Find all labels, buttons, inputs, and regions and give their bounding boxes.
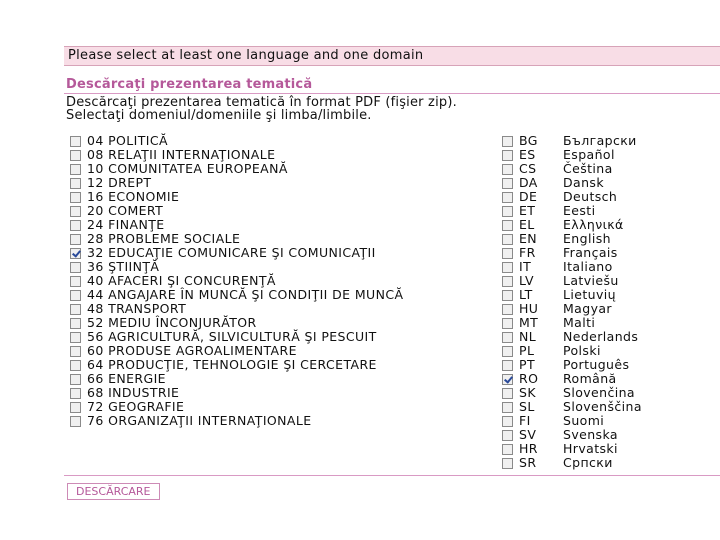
domain-checkbox[interactable] <box>70 164 81 175</box>
domain-option[interactable] <box>70 232 403 246</box>
language-checkbox[interactable] <box>502 430 513 441</box>
language-name: Lietuvių <box>563 287 616 302</box>
domain-option[interactable] <box>70 162 403 176</box>
language-checkbox[interactable] <box>502 360 513 371</box>
language-code: NL <box>519 329 537 344</box>
language-code: MT <box>519 315 539 330</box>
domain-checkbox[interactable] <box>70 234 81 245</box>
language-name: Latviešu <box>563 273 619 288</box>
validation-alert <box>64 46 720 66</box>
language-name: Português <box>563 357 630 372</box>
language-code: LV <box>519 273 534 288</box>
language-checkbox[interactable] <box>502 136 513 147</box>
language-name: Čeština <box>563 161 613 176</box>
language-option[interactable] <box>502 456 642 470</box>
domain-option[interactable] <box>70 330 403 344</box>
language-name: Svenska <box>563 427 618 442</box>
language-code: HR <box>519 441 538 456</box>
domain-option[interactable] <box>70 316 403 330</box>
language-checkbox[interactable] <box>502 374 513 385</box>
language-checkbox[interactable] <box>502 304 513 315</box>
language-checkbox[interactable] <box>502 234 513 245</box>
language-name: English <box>563 231 611 246</box>
language-code: LT <box>519 287 533 302</box>
language-name: Ελληνικά <box>563 217 624 232</box>
domain-label: 10 COMUNITATEA EUROPEANĂ <box>87 161 288 176</box>
language-checkbox[interactable] <box>502 346 513 357</box>
intro-text <box>66 96 457 122</box>
domain-checkbox[interactable] <box>70 192 81 203</box>
domain-option[interactable] <box>70 288 403 302</box>
domain-option[interactable] <box>70 218 403 232</box>
language-checkbox[interactable] <box>502 220 513 231</box>
language-option[interactable] <box>502 162 642 176</box>
domain-label: 40 AFACERI ŞI CONCURENŢĂ <box>87 273 276 288</box>
language-code: CS <box>519 161 537 176</box>
language-checkbox[interactable] <box>502 290 513 301</box>
domain-option[interactable] <box>70 134 403 148</box>
language-option[interactable] <box>502 260 642 274</box>
language-checkbox[interactable] <box>502 192 513 203</box>
language-code: SV <box>519 427 537 442</box>
download-button[interactable]: DESCĂRCARE <box>67 483 160 500</box>
language-name: Suomi <box>563 413 605 428</box>
language-option[interactable] <box>502 400 642 414</box>
language-checkbox[interactable] <box>502 150 513 161</box>
domain-option[interactable] <box>70 204 403 218</box>
language-name: Français <box>563 245 618 260</box>
domain-label: 36 ŞTIINŢĂ <box>87 259 160 274</box>
domain-checkbox[interactable] <box>70 374 81 385</box>
domain-option[interactable] <box>70 400 403 414</box>
language-code: EN <box>519 231 538 246</box>
domain-label: 24 FINANŢE <box>87 217 165 232</box>
domain-label: 66 ENERGIE <box>87 371 166 386</box>
language-name: Slovenščina <box>563 399 642 414</box>
language-option[interactable] <box>502 134 642 148</box>
language-option[interactable] <box>502 414 642 428</box>
domain-option[interactable] <box>70 148 403 162</box>
language-checkbox[interactable] <box>502 276 513 287</box>
language-name: Српски <box>563 455 613 470</box>
language-checkbox[interactable] <box>502 178 513 189</box>
alert-message: Please select at least one language and one domain <box>68 48 424 63</box>
language-name: Italiano <box>563 259 613 274</box>
language-name: Български <box>563 133 637 148</box>
domain-checkbox[interactable] <box>70 276 81 287</box>
domain-option[interactable] <box>70 176 403 190</box>
domain-checkbox[interactable] <box>70 346 81 357</box>
language-code: DE <box>519 189 538 204</box>
language-name: Magyar <box>563 301 612 316</box>
language-checkbox[interactable] <box>502 416 513 427</box>
domain-checkbox[interactable] <box>70 136 81 147</box>
domain-checkbox[interactable] <box>70 416 81 427</box>
language-name: Eesti <box>563 203 596 218</box>
language-checkbox[interactable] <box>502 164 513 175</box>
language-code: ET <box>519 203 536 218</box>
domain-label: 12 DREPT <box>87 175 152 190</box>
language-code: HU <box>519 301 539 316</box>
domain-label: 64 PRODUCŢIE, TEHNOLOGIE ŞI CERCETARE <box>87 357 377 372</box>
language-name: Español <box>563 147 615 162</box>
domain-label: 28 PROBLEME SOCIALE <box>87 231 241 246</box>
language-name: Română <box>563 371 617 386</box>
language-checkbox-list <box>502 134 642 470</box>
domain-label: 20 COMERT <box>87 203 164 218</box>
domain-checkbox[interactable] <box>70 388 81 399</box>
domain-checkbox[interactable] <box>70 220 81 231</box>
domain-checkbox[interactable] <box>70 290 81 301</box>
language-checkbox[interactable] <box>502 388 513 399</box>
domain-option[interactable] <box>70 372 403 386</box>
domain-label: 16 ECONOMIE <box>87 189 180 204</box>
language-option[interactable] <box>502 204 642 218</box>
language-option[interactable] <box>502 190 642 204</box>
language-code: IT <box>519 259 532 274</box>
domain-label: 76 ORGANIZAŢII INTERNAŢIONALE <box>87 413 312 428</box>
language-code: BG <box>519 133 538 148</box>
language-checkbox[interactable] <box>502 458 513 469</box>
language-option[interactable] <box>502 218 642 232</box>
domain-label: 44 ANGAJARE ÎN MUNCĂ ŞI CONDIŢII DE MUNCĂ <box>87 287 404 302</box>
domain-checkbox[interactable] <box>70 248 81 259</box>
language-code: FI <box>519 413 531 428</box>
language-code: SK <box>519 385 536 400</box>
domain-label: 56 AGRICULTURĂ, SILVICULTURĂ ŞI PESCUIT <box>87 329 377 344</box>
language-checkbox[interactable] <box>502 444 513 455</box>
domain-option[interactable] <box>70 246 403 260</box>
language-name: Deutsch <box>563 189 618 204</box>
domain-label: 60 PRODUSE AGROALIMENTARE <box>87 343 297 358</box>
domain-option[interactable] <box>70 386 403 400</box>
language-option[interactable] <box>502 148 642 162</box>
bottom-divider <box>64 475 720 476</box>
domain-label: 04 POLITICĂ <box>87 133 168 148</box>
intro-line-1: Descărcaţi prezentarea tematică în format PDF (fişier zip). <box>66 95 457 110</box>
language-name: Hrvatski <box>563 441 618 456</box>
domain-checkbox[interactable] <box>70 360 81 371</box>
domain-label: 08 RELAŢII INTERNAŢIONALE <box>87 147 276 162</box>
language-name: Dansk <box>563 175 604 190</box>
language-option[interactable] <box>502 330 642 344</box>
domain-option[interactable] <box>70 274 403 288</box>
language-checkbox[interactable] <box>502 206 513 217</box>
language-code: PL <box>519 343 535 358</box>
domain-label: 72 GEOGRAFIE <box>87 399 185 414</box>
language-option[interactable] <box>502 372 642 386</box>
language-option[interactable] <box>502 344 642 358</box>
section-title: Descărcaţi prezentarea tematică <box>66 77 313 92</box>
language-checkbox[interactable] <box>502 248 513 259</box>
domain-option[interactable] <box>70 190 403 204</box>
language-code: FR <box>519 245 536 260</box>
domain-label: 32 EDUCAŢIE COMUNICARE ŞI COMUNICAŢII <box>87 245 376 260</box>
language-option[interactable] <box>502 302 642 316</box>
language-code: ES <box>519 147 536 162</box>
language-code: DA <box>519 175 538 190</box>
domain-option[interactable] <box>70 358 403 372</box>
language-name: Polski <box>563 343 601 358</box>
domain-option[interactable] <box>70 260 403 274</box>
language-option[interactable] <box>502 176 642 190</box>
language-option[interactable] <box>502 358 642 372</box>
language-option[interactable] <box>502 428 642 442</box>
language-code: SL <box>519 399 535 414</box>
domain-label: 68 INDUSTRIE <box>87 385 180 400</box>
language-name: Nederlands <box>563 329 639 344</box>
language-name: Slovenčina <box>563 385 635 400</box>
domain-checkbox[interactable] <box>70 332 81 343</box>
domain-option[interactable] <box>70 344 403 358</box>
domain-checkbox[interactable] <box>70 318 81 329</box>
language-option[interactable] <box>502 288 642 302</box>
domain-checkbox[interactable] <box>70 206 81 217</box>
domain-option[interactable] <box>70 414 403 428</box>
intro-line-2: Selectaţi domeniul/domeniile şi limba/limbile. <box>66 108 372 123</box>
language-option[interactable] <box>502 386 642 400</box>
domain-option[interactable] <box>70 302 403 316</box>
language-checkbox[interactable] <box>502 402 513 413</box>
language-option[interactable] <box>502 442 642 456</box>
language-option[interactable] <box>502 274 642 288</box>
title-divider <box>64 93 720 94</box>
language-checkbox[interactable] <box>502 332 513 343</box>
language-name: Malti <box>563 315 596 330</box>
language-checkbox[interactable] <box>502 318 513 329</box>
domain-checkbox[interactable] <box>70 304 81 315</box>
domain-checkbox[interactable] <box>70 402 81 413</box>
language-code: RO <box>519 371 539 386</box>
language-code: SR <box>519 455 537 470</box>
language-code: EL <box>519 217 535 232</box>
language-code: PT <box>519 357 535 372</box>
language-option[interactable] <box>502 232 642 246</box>
domain-label: 52 MEDIU ÎNCONJURĂTOR <box>87 315 257 330</box>
language-checkbox[interactable] <box>502 262 513 273</box>
domain-label: 48 TRANSPORT <box>87 301 187 316</box>
domain-checkbox[interactable] <box>70 178 81 189</box>
language-option[interactable] <box>502 246 642 260</box>
language-option[interactable] <box>502 316 642 330</box>
domain-checkbox[interactable] <box>70 262 81 273</box>
domain-checkbox-list <box>70 134 403 428</box>
domain-checkbox[interactable] <box>70 150 81 161</box>
